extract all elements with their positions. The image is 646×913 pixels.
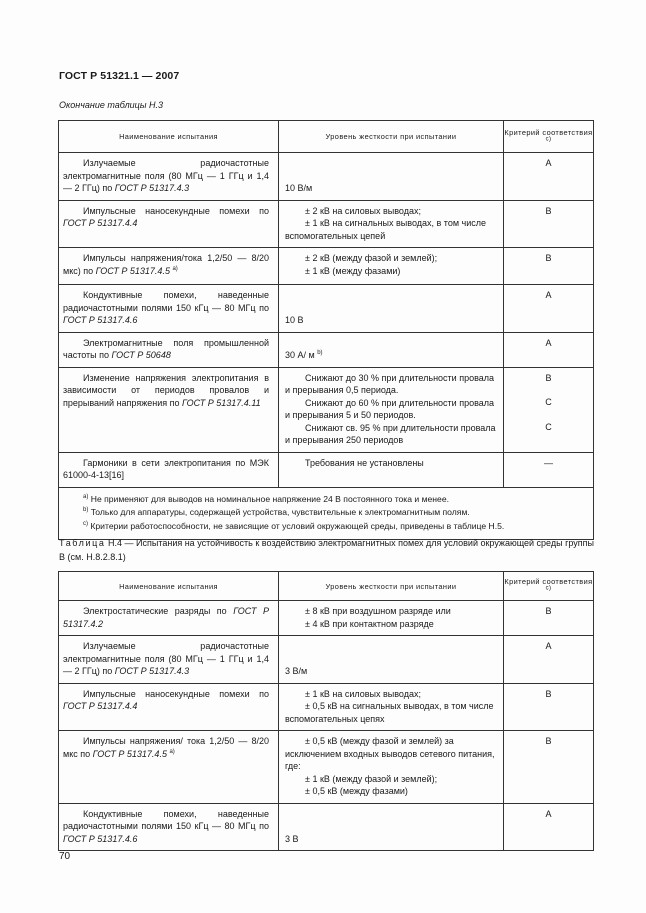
table-row: Кондуктивные помехи, наведенные радиочастотными полями 150 кГц — 80 МГц по ГОСТ Р 51317.4.6 10 В А — [59, 285, 594, 333]
column-header-test-name: Наименование испытания — [59, 121, 279, 153]
table2-caption: Таблица Н.4 — Испытания на устойчивость к воздействию электромагнитных помех для условий окружающей среды группы В (см. Н.8.2.8.1) — [59, 538, 594, 562]
table-row: Электромагнитные поля промышленной частоты по ГОСТ Р 50648 30 А/ м $^{b)}$ А — [59, 332, 594, 367]
table-row: Гармоники в сети электропитания по МЭК 61000-4-13[16] Требования не установлены — — [59, 452, 594, 487]
page-number: 70 — [59, 851, 71, 862]
table-row: Электростатические разряды по ГОСТ Р 51317.4.2 ± 8 кВ при воздушном разряде или ± 4 кВ при контактном разряде В — [59, 601, 594, 636]
table-row: Излучаемые радиочастотные электромагнитные поля (80 МГц — 1 ГГц и 1,4 — 2 ГГц) по ГОСТ Р 51317.4.3 10 В/м А — [59, 153, 594, 201]
table-h3 — [58, 120, 594, 540]
table-row: Импульсные наносекундные помехи по ГОСТ Р 51317.4.4 ± 1 кВ на силовых выводах; ± 0,5 кВ на сигнальных выводах, в том числе вспомогательных цепях В — [59, 683, 594, 731]
column-header-criterion: Критерий соответствия $^{с)}$ — [504, 121, 594, 153]
footnote-b: $^{b)}$ Только для аппаратуры, содержащей устройства, чувствительные к электромагнитным полям. — [83, 507, 470, 517]
column-header-severity: Уровень жесткости при испытании — [279, 572, 504, 601]
table-row: Излучаемые радиочастотные электромагнитные поля (80 МГц — 1 ГГц и 1,4 — 2 ГГц) по ГОСТ Р 51317.4.3 3 В/м А — [59, 636, 594, 684]
table-row: Импульсные наносекундные помехи по ГОСТ Р 51317.4.4 ± 2 кВ на силовых выводах; ± 1 кВ на сигнальных выводах, в том числе вспомогательных цепей В — [59, 200, 594, 248]
table-row: Изменение напряжения электропитания в зависимости от периодов провалов и прерываний напряжения по ГОСТ Р 51317.4.11 Снижают до 30 % при длительности провала и прерывания 0,5 периода. Снижают до 60 % при длительности провала и прерывания 5 и 50 периодов. Снижают св. 95 % при длительности провала и прерывания 250 периодов В С С — [59, 367, 594, 452]
table-row: Кондуктивные помехи, наведенные радиочастотными полями 150 кГц — 80 МГц по ГОСТ Р 51317.4.6 3 В А — [59, 803, 594, 851]
table-h4 — [58, 571, 594, 851]
document-header: ГОСТ Р 51321.1 — 2007 — [59, 70, 180, 82]
column-header-severity: Уровень жесткости при испытании — [279, 121, 504, 153]
table-notes — [59, 487, 594, 540]
table1-caption: Окончание таблицы Н.3 — [59, 100, 163, 110]
table-row: Импульсы напряжения/ тока 1,2/50 — 8/20 мкс по ГОСТ Р 51317.4.5 $^{а)}$ ± 0,5 кВ (между фазой и землей) за исключением входных выводов сетевого питания, где: ± 1 кВ (между фазой и землей); ± 0,5 кВ (между фазами) В — [59, 731, 594, 804]
column-header-test-name: Наименование испытания — [59, 572, 279, 601]
table-row: Импульсы напряжения/тока 1,2/50 — 8/20 мкс) по ГОСТ Р 51317.4.5 $^{а)}$ ± 2 кВ (между фазой и землей); ± 1 кВ (между фазами) В — [59, 248, 594, 285]
column-header-criterion: Критерий соответствия $^{с)}$ — [504, 572, 594, 601]
footnote-c: $^{c)}$ Критерии работоспособности, не зависящие от условий окружающей среды, приведены в таблице Н.5. — [83, 520, 505, 531]
footnote-a: $^{a)}$ Не применяют для выводов на номинальное напряжение 24 В постоянного тока и менее. — [83, 493, 449, 504]
